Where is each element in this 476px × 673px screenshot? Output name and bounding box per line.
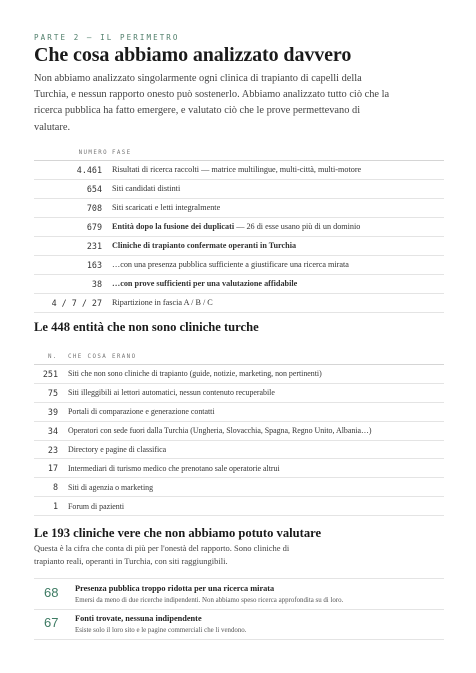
funnel-desc-bold: Cliniche di trapianto confermate operanti in Turchia bbox=[112, 241, 297, 251]
excluded-row bbox=[34, 497, 444, 516]
funnel-num: 4 / 7 / 27 bbox=[34, 293, 112, 312]
funnel-desc bbox=[112, 179, 444, 198]
excluded-num: 23 bbox=[34, 440, 68, 459]
funnel-row bbox=[34, 179, 444, 198]
excluded-row bbox=[34, 402, 444, 421]
funnel-num: 708 bbox=[34, 198, 112, 217]
excluded-desc: Operatori con sede fuori dalla Turchia (Ungheria, Slovacchia, Spagna, Regno Unito, Albania…) bbox=[68, 421, 444, 440]
reason-count: 67 bbox=[44, 615, 59, 630]
intro-paragraph: Non abbiamo analizzato singolarmente ogni clinica di trapianto di capelli della Turchia, e nessun rapporto onesto può sostenerlo. Abbiamo analizzato tutto ciò che la ricerca pubblica ha fatto emergere, e valutato ciò che le prove permettevano di valutare. bbox=[34, 73, 390, 133]
funnel-table bbox=[34, 146, 444, 313]
funnel-row bbox=[34, 274, 444, 293]
reason-count: 68 bbox=[44, 585, 59, 600]
funnel-desc bbox=[112, 293, 444, 312]
excluded-desc: Siti di agenzia o marketing bbox=[68, 478, 444, 497]
reason-text: Emersi da meno di due ricerche indipendenti. Non abbiamo speso ricerca approfondita su di loro. bbox=[75, 597, 344, 604]
funnel-desc bbox=[112, 236, 444, 255]
excluded-desc: Forum di pazienti bbox=[68, 497, 444, 516]
funnel-desc-bold: …con prove sufficienti per una valutazione affidabile bbox=[112, 279, 298, 289]
section-kicker: PARTE 2 — IL PERIMETRO bbox=[34, 33, 180, 42]
excluded-num: 251 bbox=[34, 365, 68, 384]
funnel-desc-text: Siti candidati distinti bbox=[112, 184, 181, 194]
reason-card bbox=[34, 578, 444, 610]
funnel-row bbox=[34, 293, 444, 312]
excluded-num: 39 bbox=[34, 402, 68, 421]
funnel-row bbox=[34, 255, 444, 274]
funnel-num: 4.461 bbox=[34, 161, 112, 180]
excluded-header-row bbox=[34, 350, 444, 365]
funnel-num: 231 bbox=[34, 236, 112, 255]
excluded-row bbox=[34, 383, 444, 402]
excluded-desc: Directory e pagine di classifica bbox=[68, 440, 444, 459]
excluded-num: 75 bbox=[34, 383, 68, 402]
excluded-header-desc: CHE COSA ERANO bbox=[68, 350, 444, 365]
page-title: Che cosa abbiamo analizzato davvero bbox=[34, 44, 352, 66]
funnel-row bbox=[34, 236, 444, 255]
excluded-desc: Intermediari di turismo medico che prenotano sale operatorie altrui bbox=[68, 459, 444, 478]
excluded-row bbox=[34, 478, 444, 497]
funnel-header-row bbox=[34, 146, 444, 161]
funnel-row bbox=[34, 161, 444, 180]
reason-title: Fonti trovate, nessuna indipendente bbox=[75, 614, 202, 623]
funnel-desc-bold: Entità dopo la fusione dei duplicati bbox=[112, 222, 235, 232]
excluded-desc: Siti illeggibili ai lettori automatici, nessun contenuto recuperabile bbox=[68, 383, 444, 402]
funnel-row bbox=[34, 217, 444, 236]
funnel-row bbox=[34, 198, 444, 217]
funnel-desc bbox=[112, 217, 444, 236]
funnel-num: 679 bbox=[34, 217, 112, 236]
funnel-desc bbox=[112, 198, 444, 217]
funnel-num: 654 bbox=[34, 179, 112, 198]
funnel-header-desc: FASE bbox=[112, 146, 444, 161]
excluded-num: 34 bbox=[34, 421, 68, 440]
funnel-desc bbox=[112, 161, 444, 180]
reason-card bbox=[34, 609, 444, 640]
reason-title: Presenza pubblica troppo ridotta per una ricerca mirata bbox=[75, 584, 275, 593]
funnel-desc-text: Ripartizione in fascia A / B / C bbox=[112, 298, 213, 308]
excluded-row bbox=[34, 365, 444, 384]
funnel-desc bbox=[112, 255, 444, 274]
excluded-header-num: N. bbox=[34, 350, 68, 365]
excluded-desc: Portali di comparazione e generazione contatti bbox=[68, 402, 444, 421]
excluded-row bbox=[34, 459, 444, 478]
excluded-row bbox=[34, 440, 444, 459]
funnel-num: 163 bbox=[34, 255, 112, 274]
funnel-desc-text: …con una presenza pubblica sufficiente a giustificare una ricerca mirata bbox=[112, 260, 349, 270]
reason-text: Esiste solo il loro sito e le pagine commerciali che li vendono. bbox=[75, 627, 247, 634]
funnel-desc-text: — 26 di esse usano più di un dominio bbox=[234, 222, 361, 232]
excluded-entities-table bbox=[34, 350, 444, 516]
unevaluated-clinics-intro: Questa è la cifra che conta di più per l'onestà del rapporto. Sono cliniche di trapianto reali, operanti in Turchia, con siti raggiungibili. bbox=[34, 543, 290, 566]
unevaluated-clinics-heading: Le 193 cliniche vere che non abbiamo potuto valutare bbox=[34, 526, 322, 540]
funnel-num: 38 bbox=[34, 274, 112, 293]
excluded-num: 1 bbox=[34, 497, 68, 516]
funnel-desc-text: Risultati di ricerca raccolti — matrice multilingue, multi-città, multi-motore bbox=[112, 165, 362, 175]
excluded-entities-heading: Le 448 entità che non sono cliniche turche bbox=[34, 320, 259, 334]
excluded-num: 17 bbox=[34, 459, 68, 478]
excluded-desc: Siti che non sono cliniche di trapianto (guide, notizie, marketing, non pertinenti) bbox=[68, 365, 444, 384]
funnel-desc-text: Siti scaricati e letti integralmente bbox=[112, 203, 221, 213]
funnel-desc bbox=[112, 274, 444, 293]
excluded-num: 8 bbox=[34, 478, 68, 497]
excluded-row bbox=[34, 421, 444, 440]
funnel-header-num: NUMERO bbox=[34, 146, 112, 161]
